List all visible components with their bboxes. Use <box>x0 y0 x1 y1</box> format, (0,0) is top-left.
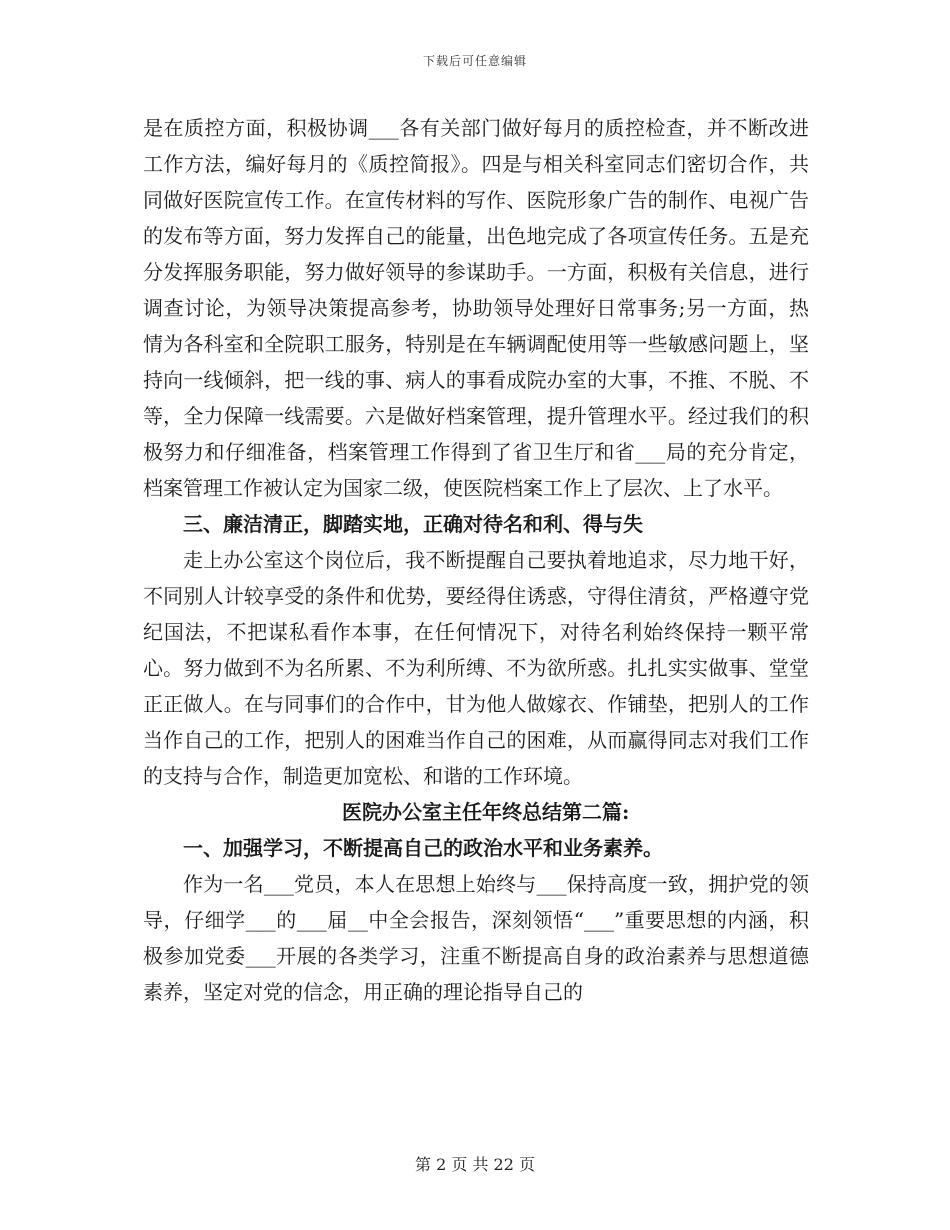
section-heading-one: 一、加强学习，不断提高自己的政治水平和业务素养。 <box>183 836 663 860</box>
paragraph-integrity: 走上办公室这个岗位后，我不断提醒自己要执着地追求，尽力地干好，不同别人计较享受的条件和优势，要经得住诱惑，守得住清贫，严格遵守党纪国法，不把谋私看作本事，在任何情况下，对待名利始终保持一颗平常心。努力做到不为名所累、不为利所缚、不为欲所惑。扎扎实实做事、堂堂正正做人。在与同事们的合作中，甘为他人做嫁衣、作铺垫，把别人的工作当作自己的工作，把别人的困难当作自己的困难，从而赢得同志对我们工作的支持与合作，制造更加宽松、和谐的工作环境。 <box>143 548 809 788</box>
paragraph-continued: 是在质控方面，积极协调___各有关部门做好每月的质控检查，并不断改进工作方法，编好每月的《质控简报》。四是与相关科室同志们密切合作，共同做好医院宣传工作。在宣传材料的写作、医院形象广告的制作、电视广告的发布等方面，努力发挥自己的能量，出色地完成了各项宣传任务。五是充分发挥服务职能，努力做好领导的参谋助手。一方面，积极有关信息，进行调查讨论，为领导决策提高参考，协助领导处理好日常事务;另一方面，热情为各科室和全院职工服务，特别是在车辆调配使用等一些敏感问题上，坚持向一线倾斜，把一线的事、病人的事看成院办室的大事，不推、不脱、不等，全力保障一线需要。六是做好档案管理，提升管理水平。经过我们的积极努力和仔细准备，档案管理工作得到了省卫生厅和省___局的充分肯定，档案管理工作被认定为国家二级，使医院档案工作上了层次、上了水平。 <box>143 116 809 500</box>
section-heading-three: 三、廉洁清正，脚踏实地，正确对待名和利、得与失 <box>183 512 643 536</box>
paragraph-study: 作为一名___党员，本人在思想上始终与___保持高度一致，拥护党的领导，仔细学___的___届__中全会报告，深刻领悟“___”重要思想的内涵，积极参加党委___开展的各类学习，注重不断提高自身的政治素养与思想道德素养，坚定对党的信念，用正确的理论指导自己的 <box>143 872 809 1004</box>
page-header-note: 下载后可任意编辑 <box>422 54 527 68</box>
document-body <box>143 110 809 1010</box>
page-number: 第 2 页 共 22 页 <box>415 1155 535 1174</box>
article-title-second: 医院办公室主任年终总结第二篇: <box>342 800 630 824</box>
